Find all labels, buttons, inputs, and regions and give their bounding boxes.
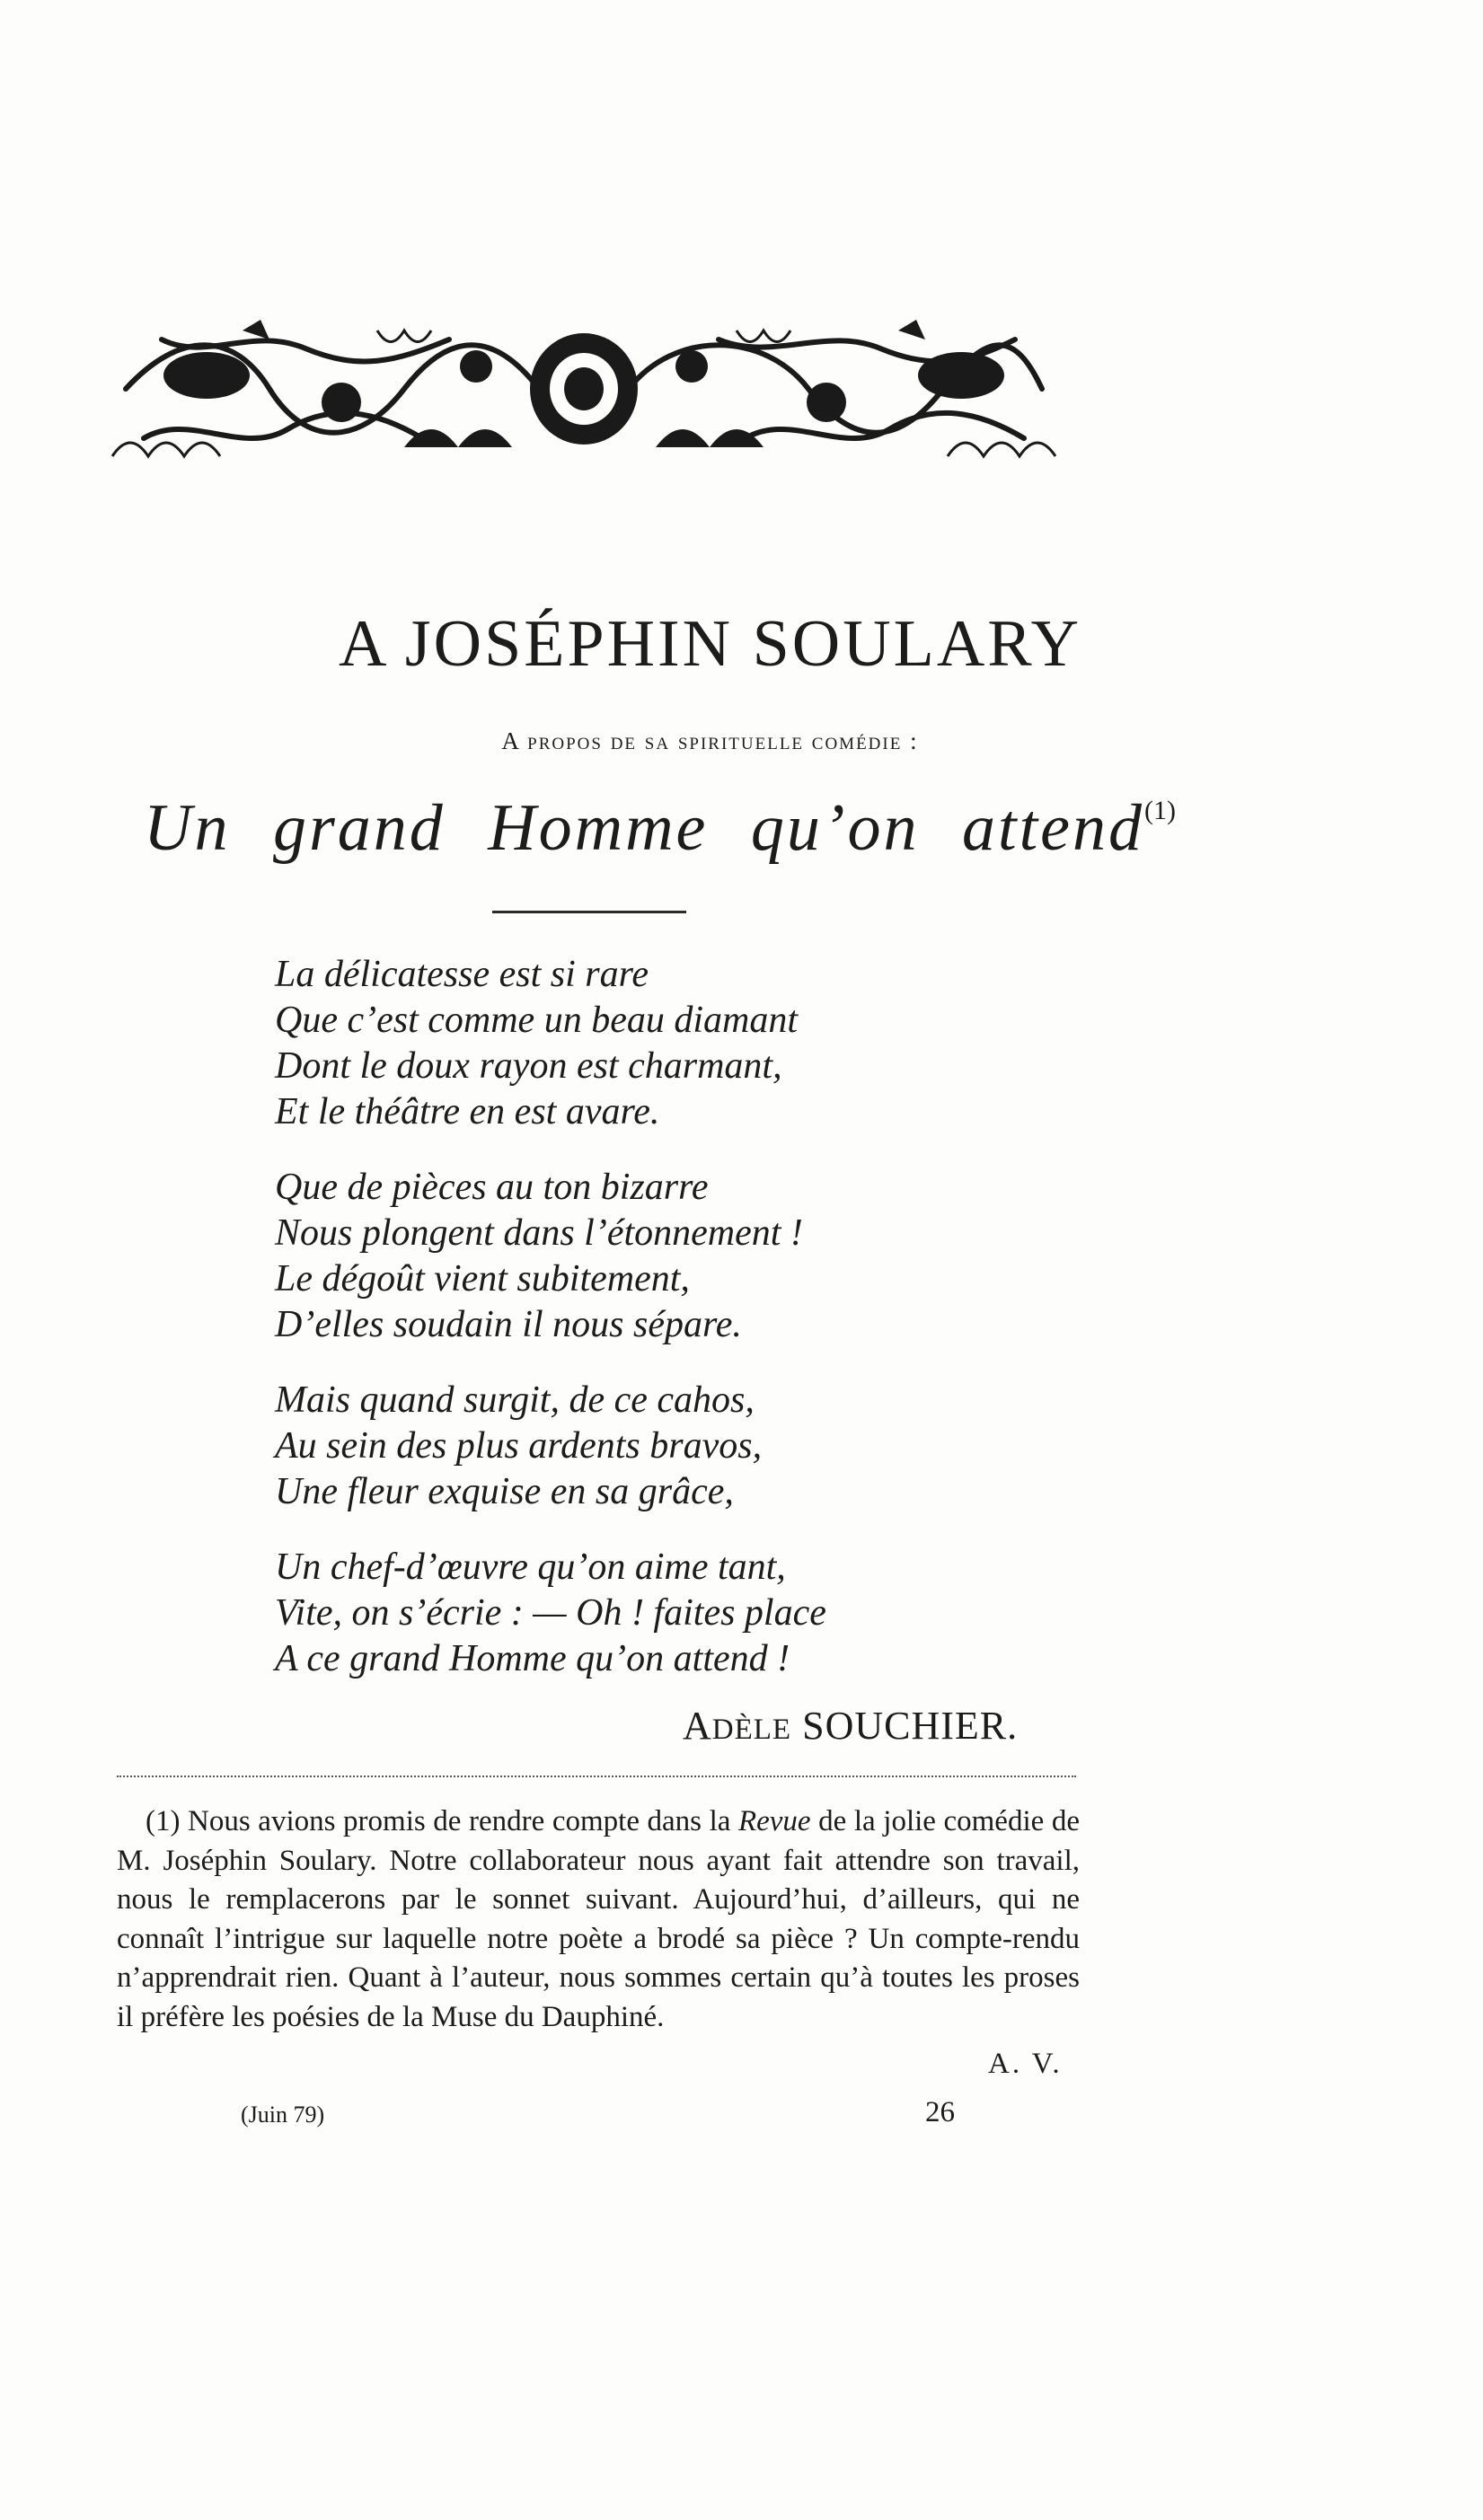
verse-line: Une fleur exquise en sa grâce, (275, 1471, 734, 1512)
page-title: A JOSÉPHIN SOULARY (338, 607, 1082, 681)
verse-line: Dont le doux rayon est charmant, (275, 1045, 782, 1087)
stanza (275, 952, 1083, 1135)
play-title-text: Un grand Homme qu’on attend (144, 791, 1145, 865)
verse-line: La délicatesse est si rare (275, 954, 649, 995)
title-divider (492, 911, 686, 913)
footnote-reference: (1) (1144, 796, 1176, 825)
verse-line: Que de pièces au ton bizarre (275, 1167, 709, 1208)
author-small-caps: DÈLE (711, 1714, 792, 1746)
footnote-text: de la jolie comédie de M. Joséphin Soulary. Notre collaborateur nous ayant fait attendre son travail, nous le remplacerons par le sonnet suivant. Aujourd’hui, d’ailleurs, qui ne connaît l’intrigue sur laquelle notre poète a brodé sa pièce ? Un compte-rendu n’apprendrait rien. Quant à l’auteur, nous sommes certain qu’à toutes les proses il préfère les poésies de la Muse du Dauphiné. (117, 1805, 1080, 2033)
decorative-headpiece (108, 313, 1060, 465)
author-surname: SOUCHIER. (802, 1704, 1019, 1748)
verse-line: Mais quand surgit, de ce cahos, (275, 1379, 755, 1421)
stanza (275, 1545, 1083, 1682)
stanza (275, 1165, 1083, 1348)
verse-line: Vite, on s’écrie : — Oh ! faites place (275, 1592, 826, 1634)
poem (275, 952, 1083, 1712)
footnote (117, 1802, 1080, 2037)
poem-author (683, 1703, 1018, 1749)
page-number: 26 (925, 2096, 955, 2128)
subtitle: A propos de sa spirituelle comédie : (501, 727, 919, 754)
verse-line: Que c’est comme un beau diamant (275, 1000, 799, 1041)
verse-line: A ce grand Homme qu’on attend ! (275, 1638, 790, 1679)
footnote-marker: (1) (146, 1805, 181, 1837)
footnote-journal: Revue (737, 1805, 811, 1837)
footnote-text: Nous avions promis de rendre compte dans la (180, 1805, 738, 1837)
author-initial: A (683, 1704, 712, 1748)
footnote-signature: A. V. (988, 2048, 1063, 2080)
verse-line: Le dégoût vient subitement, (275, 1258, 690, 1300)
verse-line: D’elles soudain il nous sépare. (275, 1304, 742, 1345)
stanza (275, 1378, 1083, 1515)
issue-date: (Juin 79) (241, 2101, 325, 2128)
footnote-divider (117, 1775, 1076, 1777)
play-title (144, 790, 1176, 867)
verse-line: Un chef-d’œuvre qu’on aime tant, (275, 1546, 786, 1588)
verse-line: Au sein des plus ardents bravos, (275, 1425, 763, 1467)
verse-line: Nous plongent dans l’étonnement ! (275, 1212, 803, 1254)
verse-line: Et le théâtre en est avare. (275, 1091, 660, 1132)
